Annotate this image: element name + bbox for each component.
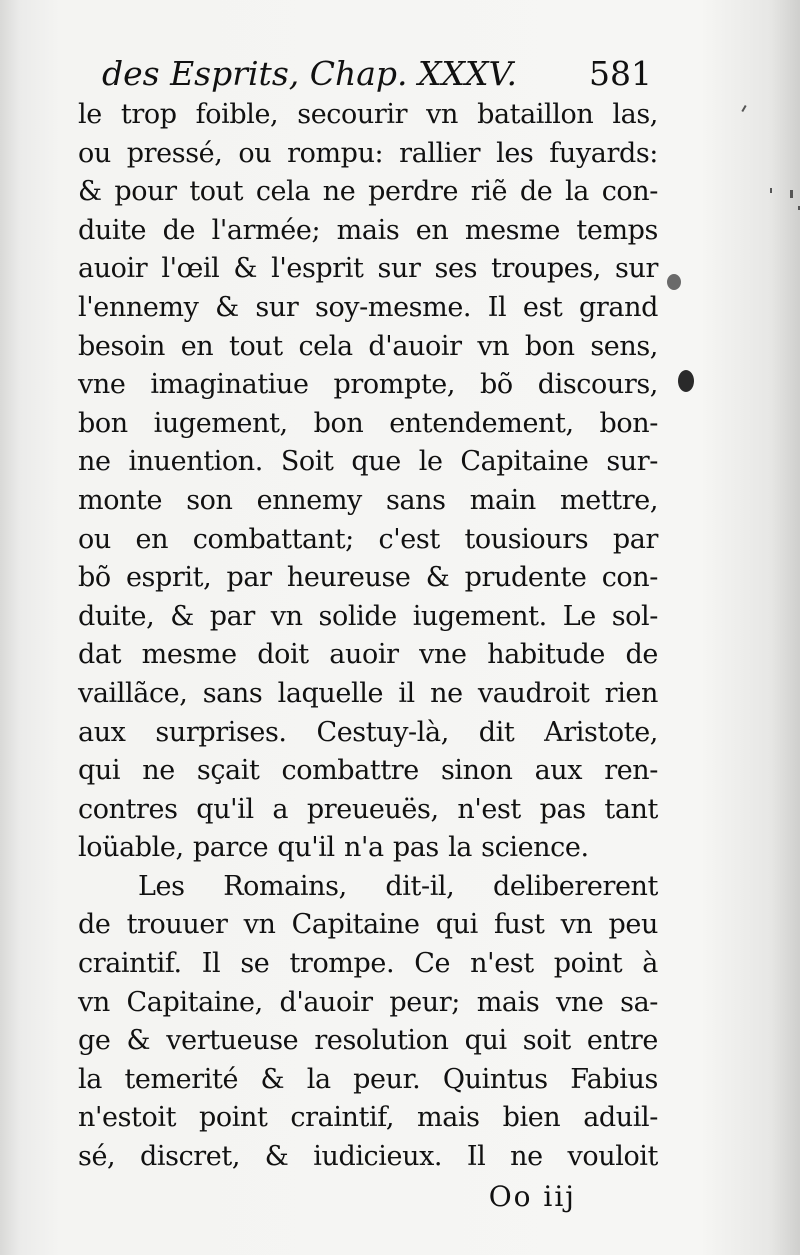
text-line: contres qu'il a preueuës, n'est pas tant — [78, 793, 658, 825]
text-line: bõ esprit, par heureuse & prudente con- — [78, 562, 658, 594]
text-line: loüable, parce qu'il n'a pas la science. — [78, 832, 589, 864]
paper-speck — [741, 105, 746, 112]
text-line: n'estoit point craintif, mais bien aduil- — [78, 1102, 658, 1134]
text-line: vn Capitaine, d'auoir peur; mais vne sa- — [78, 986, 658, 1018]
text-line: craintif. Il se trompe. Ce n'est point à — [78, 948, 658, 980]
text-line: l'ennemy & sur soy-mesme. Il est grand — [78, 291, 658, 323]
text-line: vne imaginatiue prompte, bõ discours, — [78, 369, 658, 401]
text-line: auoir l'œil & l'esprit sur ses troupes, sur — [78, 253, 658, 285]
text-line: ne inuention. Soit que le Capitaine sur- — [78, 446, 658, 478]
running-head — [78, 52, 658, 96]
text-line: vaillãce, sans laquelle il ne vaudroit rien — [78, 677, 658, 709]
paper-speck — [790, 190, 793, 198]
text-line: monte son ennemy sans main mettre, — [78, 484, 658, 516]
text-line: aux surprises. Cestuy-là, dit Aristote, — [78, 716, 658, 748]
ink-spot — [667, 274, 681, 290]
text-line: besoin en tout cela d'auoir vn bon sens, — [78, 330, 658, 362]
text-line: de trouuer vn Capitaine qui fust vn peu — [78, 909, 658, 941]
text-line: qui ne sçait combattre sinon aux ren- — [78, 755, 658, 787]
signature-mark: Oo iij — [488, 1179, 576, 1213]
text-line: duite de l'armée; mais en mesme temps — [78, 214, 658, 246]
text-block — [78, 52, 658, 1217]
page-number: 581 — [589, 54, 652, 93]
text-line: le trop foible, secourir vn bataillon las, — [78, 99, 658, 130]
running-head-title: des Esprits, Chap. XXXV. — [102, 54, 518, 93]
text-line: bon iugement, bon entendement, bon- — [78, 407, 658, 439]
text-line: ou pressé, ou rompu: rallier les fuyards: — [78, 137, 658, 169]
text-line: & pour tout cela ne perdre riẽ de la con- — [78, 176, 658, 208]
text-line: la temerité & la peur. Quintus Fabius — [78, 1063, 658, 1095]
ink-spot — [678, 370, 694, 392]
text-line: duite, & par vn solide iugement. Le sol- — [78, 600, 658, 632]
text-line: dat mesme doit auoir vne habitude de — [78, 639, 658, 671]
text-line: ge & vertueuse resolution qui soit entre — [78, 1025, 658, 1057]
paragraph-start-line: Les Romains, dit-il, delibererent — [138, 870, 658, 902]
paper-speck — [770, 188, 772, 193]
text-line: ou en combattant; c'est tousiours par — [78, 523, 658, 555]
text-line: sé, discret, & iudicieux. Il ne vouloit — [78, 1141, 658, 1173]
